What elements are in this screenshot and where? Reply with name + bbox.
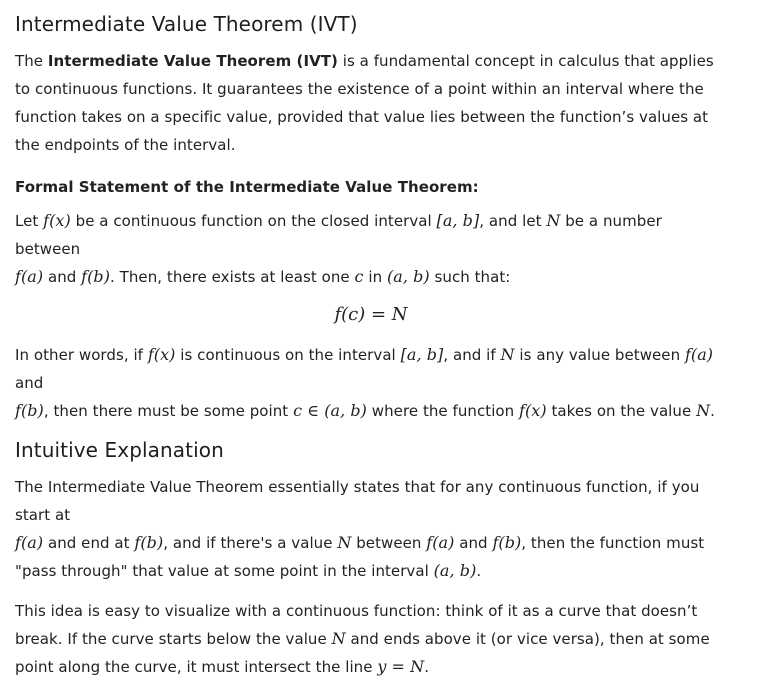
text: and end at <box>43 534 135 552</box>
math-fx: f(x) <box>519 401 547 420</box>
text: , and if <box>443 346 501 364</box>
math-c: c <box>354 267 364 286</box>
intro-paragraph <box>15 47 727 159</box>
text: where the function <box>366 402 520 420</box>
text: This idea is easy to visualize with a continuous function: think of it as a curve that doesn’t break. If the curve starts below the value <box>15 602 698 648</box>
text: and <box>15 374 44 392</box>
text: in <box>363 268 387 286</box>
math-fa: f(a) <box>15 267 44 286</box>
document <box>0 10 727 681</box>
text: be a continuous function on the closed interval <box>70 212 437 230</box>
math-fa: f(a) <box>15 533 44 552</box>
math-N: N <box>500 345 515 364</box>
math-fb: f(b) <box>81 267 111 286</box>
text: , and if there's a value <box>163 534 338 552</box>
text: is any value between <box>514 346 685 364</box>
intro-text: The <box>15 52 48 70</box>
math-fb: f(b) <box>492 533 522 552</box>
text: be a number between <box>15 212 662 258</box>
text: The Intermediate Value Theorem essentially states that for any continuous function, if you start at <box>15 478 700 524</box>
text: and ends above it (or vice versa), then at some point along the curve, it must intersect the line <box>15 630 710 676</box>
math-N: N <box>546 211 561 230</box>
equation-text: f(c) = N <box>334 304 408 325</box>
math-c-in-interval: c ∈ (a, b) <box>293 401 367 420</box>
display-equation <box>15 301 727 331</box>
statement-paragraph <box>15 207 727 291</box>
math-fx: f(x) <box>147 345 176 364</box>
text: Let <box>15 212 44 230</box>
math-fx: f(x) <box>43 211 71 230</box>
text: is continuous on the interval <box>175 346 401 364</box>
intro-text: is a fundamental concept in calculus that applies to continuous functions. It guarantees the existence of a point within an interval where the function takes on a specific value, provided that value lies between the function’s values at the endpoints of the interval. <box>15 52 714 154</box>
text: , then the function must "pass through" that value at some point in the interval <box>15 534 705 580</box>
text: . <box>710 402 715 420</box>
intro-bold-term: Intermediate Value Theorem (IVT) <box>47 52 338 70</box>
math-N: N <box>337 533 352 552</box>
math-closed-interval: [a, b] <box>400 345 444 364</box>
math-N: N <box>331 629 346 648</box>
text: and <box>454 534 493 552</box>
math-open-interval: (a, b) <box>433 561 477 580</box>
math-fa: f(a) <box>684 345 714 364</box>
intuitive-paragraph <box>15 473 727 585</box>
text: . Then, there exists at least one <box>110 268 355 286</box>
text: , and let <box>479 212 547 230</box>
text: between <box>351 534 427 552</box>
math-y-equals-N: y = N <box>377 657 425 676</box>
text: In other words, if <box>15 346 148 364</box>
text: and <box>43 268 82 286</box>
text: such that: <box>429 268 511 286</box>
math-open-interval: (a, b) <box>386 267 430 286</box>
math-fb: f(b) <box>134 533 164 552</box>
intuitive-heading: Intuitive Explanation <box>15 438 224 462</box>
other-words-paragraph <box>15 341 727 425</box>
math-closed-interval: [a, b] <box>436 211 480 230</box>
math-N: N <box>696 401 711 420</box>
formal-statement-heading <box>15 173 727 201</box>
text: takes on the value <box>546 402 697 420</box>
text: . <box>476 562 482 580</box>
math-fb: f(b) <box>15 401 44 420</box>
text: , then there must be some point <box>43 402 294 420</box>
text: . <box>424 658 430 676</box>
formal-heading-text: Formal Statement of the Intermediate Value Theorem: <box>15 178 479 196</box>
idea-paragraph <box>15 597 727 681</box>
math-fa: f(a) <box>426 533 455 552</box>
page-title: Intermediate Value Theorem (IVT) <box>15 12 358 36</box>
